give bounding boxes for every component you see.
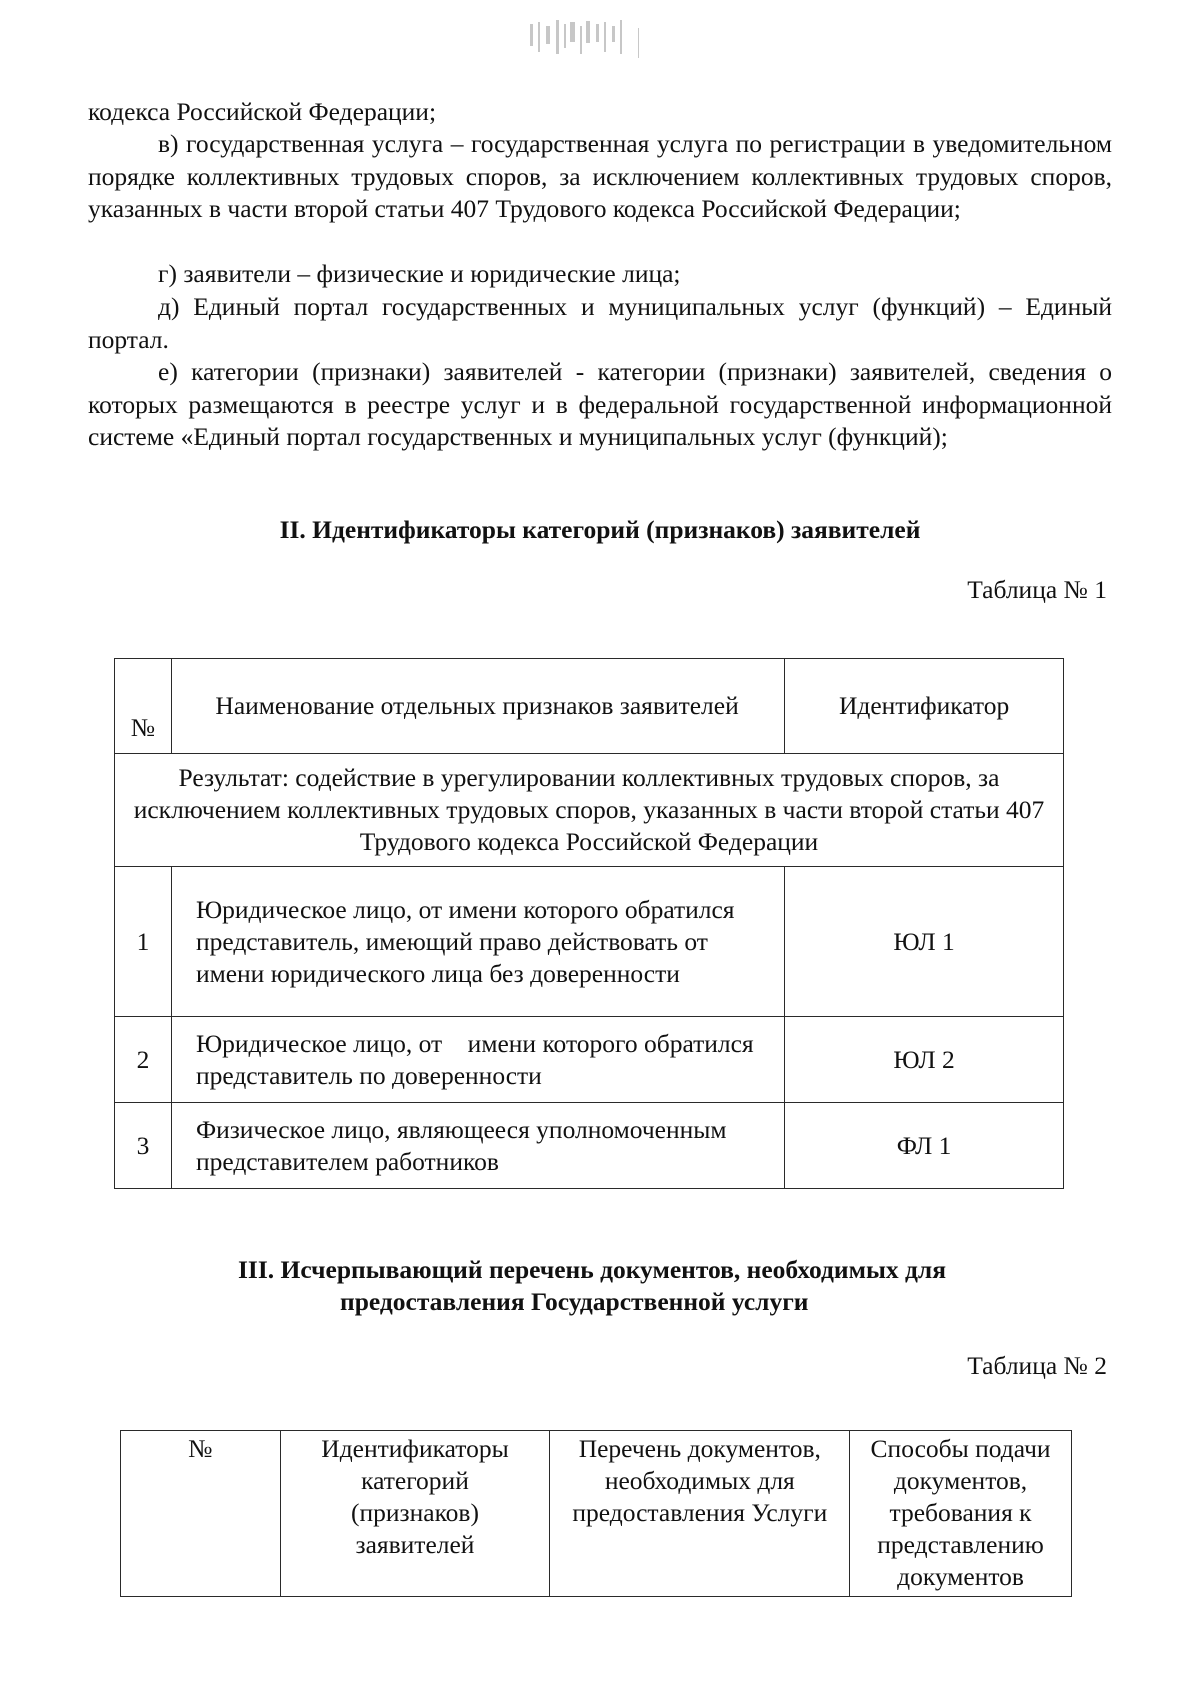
table-row	[115, 1103, 1064, 1189]
row-number: 1	[115, 867, 172, 1017]
section-3-heading-line-2: предоставления Государственной услуги	[340, 1287, 809, 1316]
paragraph-item-e: е) категории (признаки) заявителей - категории (признаки) заявителей, сведения о которых размещаются в реестре услуг и в федеральной государственной информационной системе «Единый портал государственных и муниципальных услуг (функций);	[88, 357, 1112, 451]
table-row	[115, 1017, 1064, 1103]
scan-stamp-mark	[520, 18, 640, 66]
row-number: 2	[115, 1017, 172, 1103]
result-row	[115, 754, 1064, 867]
row-name: Юридическое лицо, от имени которого обратился представитель по доверенности	[171, 1017, 784, 1103]
header-name: Наименование отдельных признаков заявителей	[171, 659, 784, 754]
documents-table	[120, 1430, 1072, 1597]
table-row	[115, 867, 1064, 1017]
paragraph-item-v: в) государственная услуга – государственная услуга по регистрации в уведомительном порядке коллективных трудовых споров, за исключением коллективных трудовых споров, указанных в части второй статьи 407 Трудового кодекса Российской Федерации;	[88, 129, 1112, 223]
row-identifier: ФЛ 1	[785, 1103, 1064, 1189]
row-identifier: ЮЛ 1	[785, 867, 1064, 1017]
paragraph-item-d: д) Единый портал государственных и муниципальных услуг (функций) – Единый портал.	[88, 292, 1112, 354]
header-category-identifiers: Идентификаторы категорий (признаков) заявителей	[280, 1431, 550, 1597]
paragraph-item-g: г) заявители – физические и юридические лица;	[158, 259, 681, 288]
header-identifier: Идентификатор	[785, 659, 1064, 754]
section-2-heading: II. Идентификаторы категорий (признаков) заявителей	[279, 515, 921, 544]
identifiers-table	[114, 658, 1064, 1189]
section-3-heading	[238, 1254, 1028, 1318]
row-name: Юридическое лицо, от имени которого обратился представитель, имеющий право действовать от имени юридического лица без доверенности	[171, 867, 784, 1017]
result-cell: Результат: содействие в урегулировании коллективных трудовых споров, за исключением коллективных трудовых споров, указанных в части второй статьи 407 Трудового кодекса Российской Федерации	[115, 754, 1064, 867]
header-number: №	[115, 659, 172, 754]
table-1-caption: Таблица № 1	[967, 575, 1107, 604]
table-2-caption: Таблица № 2	[967, 1351, 1107, 1380]
table-header-row	[121, 1431, 1072, 1597]
header-document-list: Перечень документов, необходимых для предоставления Услуги	[550, 1431, 850, 1597]
table-header-row	[115, 659, 1064, 754]
row-identifier: ЮЛ 2	[785, 1017, 1064, 1103]
header-number: №	[121, 1431, 281, 1597]
paragraph-continuation: кодекса Российской Федерации;	[88, 97, 437, 126]
header-submission-methods: Способы подачи документов, требования к представлению документов	[850, 1431, 1072, 1597]
section-3-heading-line-1: III. Исчерпывающий перечень документов, необходимых для	[238, 1255, 946, 1284]
row-name: Физическое лицо, являющееся уполномоченным представителем работников	[171, 1103, 784, 1189]
row-number: 3	[115, 1103, 172, 1189]
